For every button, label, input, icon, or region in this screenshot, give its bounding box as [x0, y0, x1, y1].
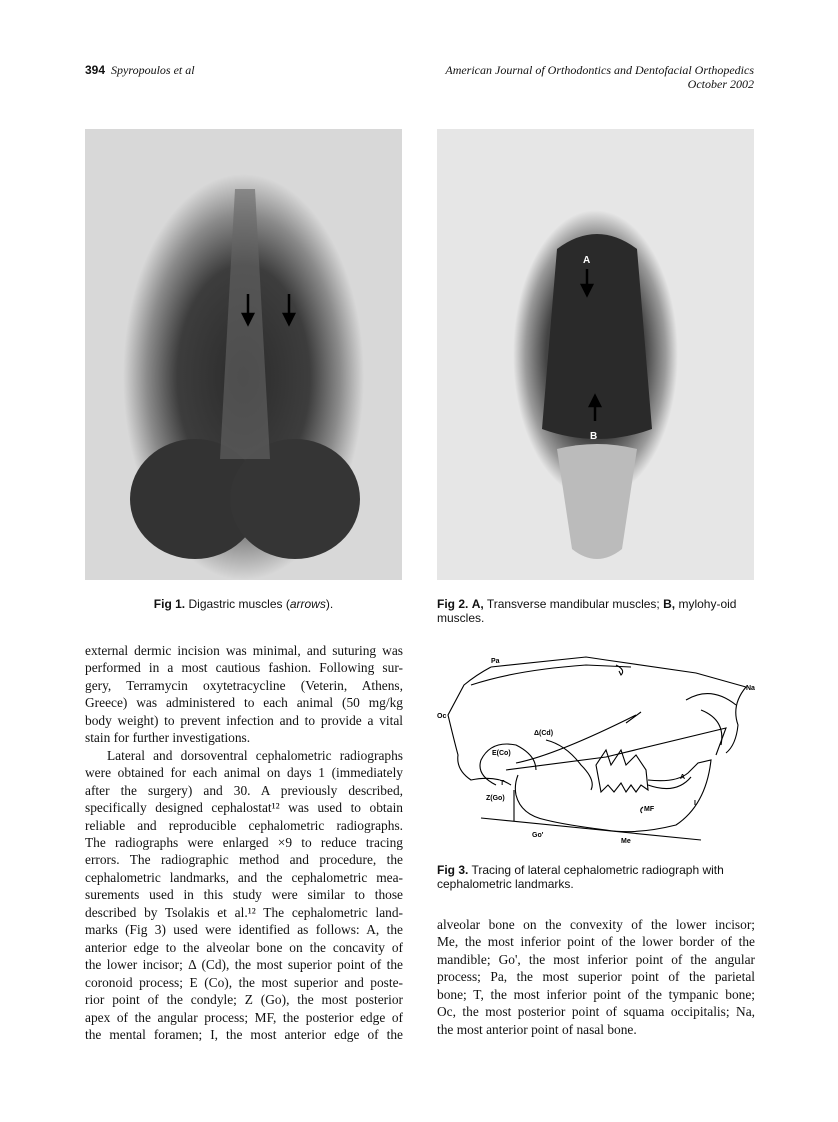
issue-date: October 2002 — [687, 77, 754, 91]
fig2-photo — [437, 129, 754, 580]
running-header-left — [85, 63, 195, 78]
text-line: Me, the most inferior point of the lower border of the — [437, 934, 755, 950]
running-header-right — [445, 63, 754, 91]
text-line: The radiographs were enlarged ×9 to reduce tracing — [85, 834, 403, 850]
text-line: the most anterior point of nasal bone. — [437, 1021, 637, 1037]
landmark-me: Me — [621, 838, 631, 845]
fig2-label: Fig 2. — [437, 597, 469, 611]
text-line: alveolar bone on the convexity of the lower incisor; — [437, 917, 755, 932]
text-line: marks (Fig 3) used were identified as follows: A, the — [85, 922, 403, 938]
text-line: coronoid process; E (Co), the most superior and poste- — [85, 974, 403, 990]
landmark-pa: Pa — [491, 658, 500, 665]
text-line: the mental foramen; I, the most anterior edge of the — [85, 1026, 403, 1042]
text-line: stain for further investigations. — [85, 730, 251, 746]
text-line: anterior edge to the alveolar bone on the concavity of — [85, 939, 403, 955]
text-line: external dermic incision was minimal, and suturing was — [85, 643, 403, 658]
authors: Spyropoulos et al — [111, 63, 195, 77]
text-line: Oc, the most posterior point of squama occipitalis; Na, — [437, 1004, 755, 1020]
text-line: surements used in this study were similar to those — [85, 887, 403, 903]
fig3-caption — [437, 863, 754, 891]
fig2-caption — [437, 597, 754, 625]
caption-text: Digastric muscles ( — [188, 597, 290, 611]
fig1-arrows — [85, 129, 402, 580]
photo-label-b: B — [590, 431, 598, 442]
right-column-text — [437, 916, 755, 1038]
photo-label-a: A — [583, 255, 591, 266]
landmark-labels — [437, 658, 755, 845]
text-line: the lower incisor; Δ (Cd), the most superior point of the — [85, 957, 403, 973]
text-line: body weight) to prevent infection and to provide a vital — [85, 712, 403, 728]
fig1-photo — [85, 129, 402, 580]
landmark-a: A — [680, 774, 686, 781]
text-line: errors. The radiographic method and procedure, the — [85, 852, 403, 868]
page-number: 394 — [85, 63, 106, 77]
text-line: were obtained for each animal on days 1 (immediately — [85, 765, 403, 781]
text-line: process; Pa, the most superior point of the parietal — [437, 969, 755, 985]
skull-outline — [448, 667, 511, 785]
caption-text: Tracing of lateral cephalometric radiograph with cephalometric landmarks. — [437, 863, 724, 891]
text-line: after the surgery) and 30. A previously described, — [85, 782, 403, 798]
part-b: B, — [663, 597, 676, 611]
landmark-t: T — [500, 780, 505, 787]
text-line: Lateral and dorsoventral cephalometric radiographs — [107, 747, 403, 763]
text-line: gery, Terramycin oxytetracycline (Veterin, Athens, — [85, 677, 403, 693]
molars — [596, 750, 648, 792]
text-line: Greece) was administered to each animal (50 mg/kg — [85, 695, 403, 711]
landmark-na: Na — [746, 685, 755, 692]
fig3-tracing — [436, 645, 766, 845]
caption-text-a: Transverse mandibular muscles; — [486, 597, 660, 611]
incisor-shape — [557, 444, 637, 559]
fig3-label: Fig 3. — [437, 863, 469, 877]
part-a: A, — [471, 597, 484, 611]
muscle-shape — [542, 234, 652, 439]
text-line: reliable and reproducible cephalometric radiographs. — [85, 817, 403, 833]
journal-name: American Journal of Orthodontics and Dentofacial Orthopedics — [445, 63, 754, 77]
caption-text-b: mylohy-oid muscles. — [437, 597, 737, 625]
text-line: mandible; Go', the most inferior point of the angular — [437, 951, 755, 967]
muscle-shape — [220, 189, 270, 459]
landmark-oc: Oc — [437, 713, 447, 720]
text-line: apex of the angular process; MF, the posterior edge of — [85, 1009, 403, 1025]
landmark-cd: Δ(Cd) — [534, 730, 554, 737]
text-line: bone; T, the most inferior point of the tympanic bone; — [437, 986, 755, 1002]
landmark-co: E(Co) — [492, 750, 511, 757]
text-line: cephalometric landmarks, and the cephalometric mea- — [85, 869, 403, 885]
landmark-mf: MF — [644, 806, 655, 813]
caption-em: arrows — [289, 597, 326, 611]
landmark-go: Z(Go) — [486, 795, 505, 802]
landmark-i: I — [694, 800, 696, 807]
text-line: performed in a most cautious fashion. Following sur- — [85, 660, 403, 676]
fig1-label: Fig 1. — [153, 597, 186, 611]
text-line: rior point of the condyle; Z (Go), the most posterior — [85, 992, 403, 1008]
fig2-arrows — [437, 129, 754, 580]
caption-end: ). — [325, 597, 334, 611]
text-line: described by Tsolakis et al.¹² The cephalometric land- — [85, 904, 403, 920]
text-line: specifically designed cephalostat¹² was used to obtain — [85, 800, 403, 816]
landmark-go-prime: Go' — [532, 832, 544, 839]
left-column-text — [85, 642, 403, 1043]
fig1-caption — [85, 597, 402, 611]
